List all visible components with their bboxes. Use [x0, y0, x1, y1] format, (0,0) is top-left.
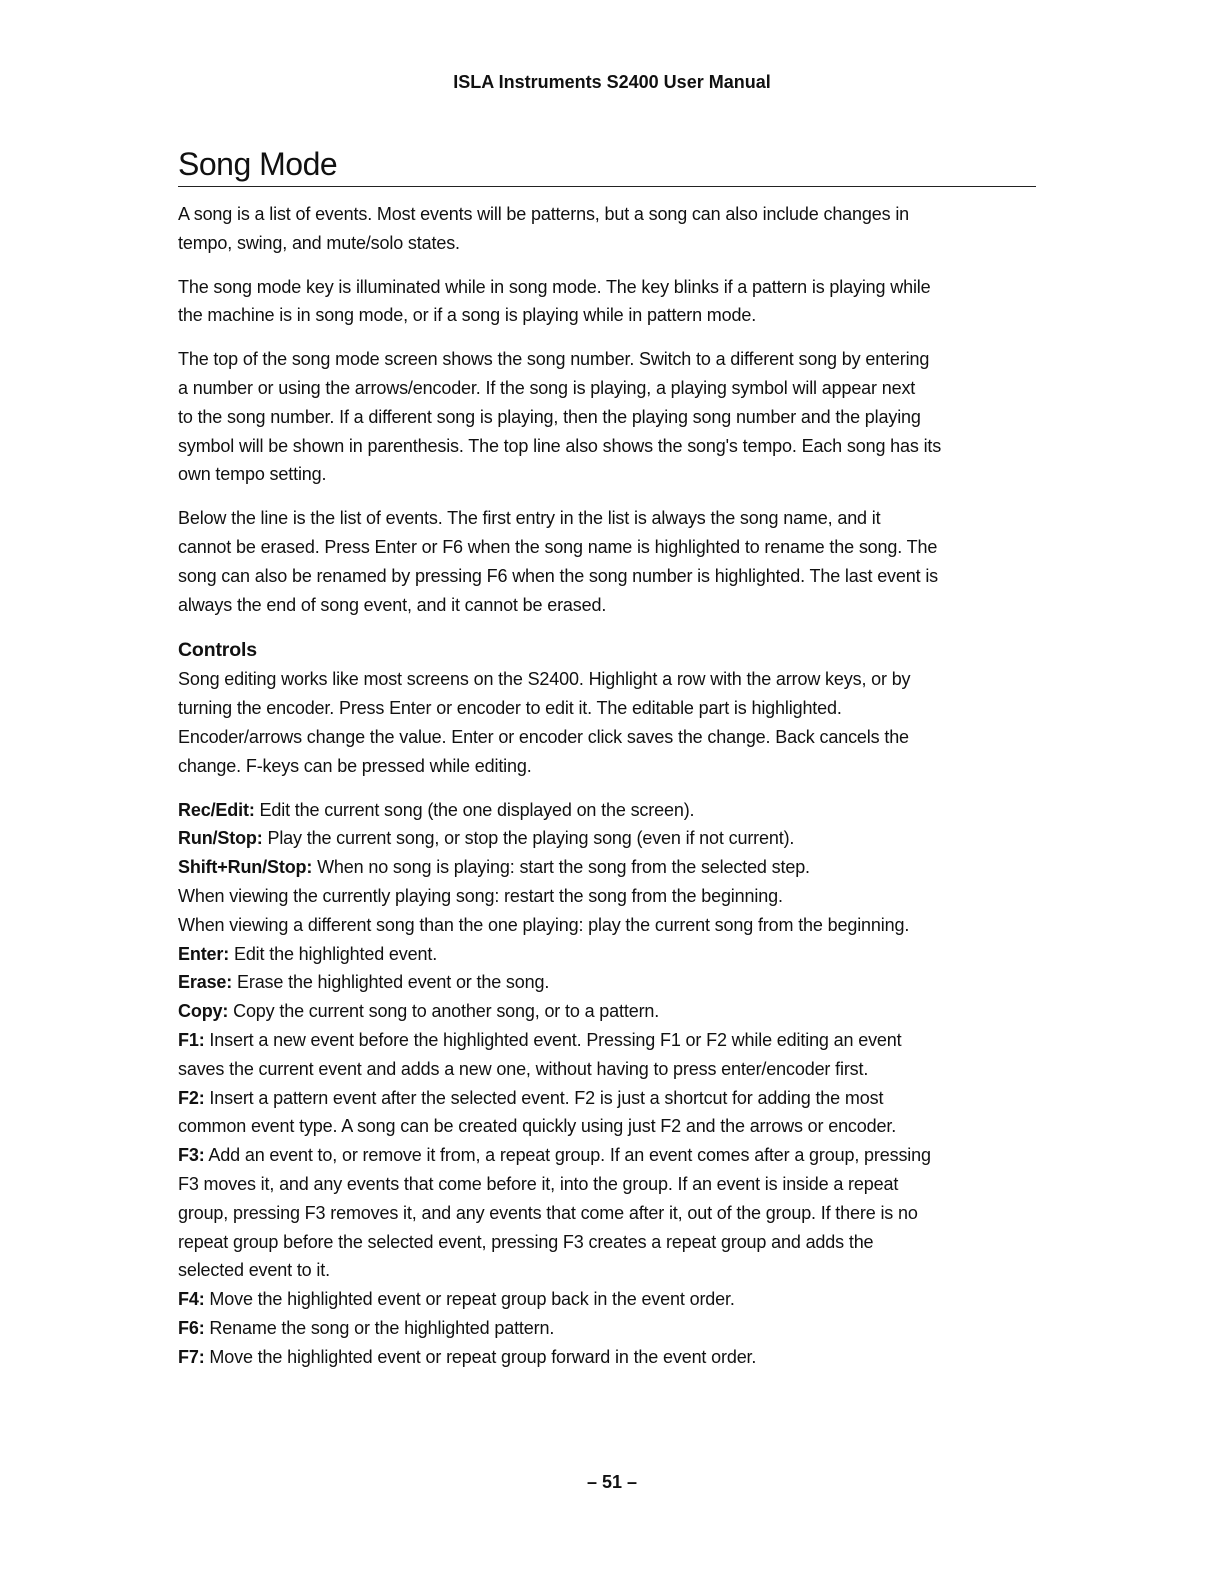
- control-item: [178, 853, 1058, 882]
- title-rule: [178, 186, 1036, 187]
- control-item: [178, 911, 1058, 940]
- control-key: Enter:: [178, 943, 230, 964]
- control-description: Insert a new event before the highlighted event. Pressing F1 or F2 while editing an event: [204, 1029, 902, 1050]
- control-description: When viewing a different song than the one playing: play the current song from the beginning.: [178, 914, 910, 935]
- control-item: [178, 1055, 1058, 1084]
- control-item: [178, 997, 1058, 1026]
- control-description: Rename the song or the highlighted pattern.: [204, 1317, 555, 1338]
- control-key: Shift+Run/Stop:: [178, 857, 313, 878]
- paragraph: [178, 273, 1058, 331]
- control-key: Copy:: [178, 1001, 229, 1022]
- control-description: repeat group before the selected event, pressing F3 creates a repeat group and adds the: [178, 1231, 874, 1252]
- text-line: Song editing works like most screens on the S2400. Highlight a row with the arrow keys, or by: [178, 669, 911, 690]
- control-item: [178, 968, 1058, 997]
- text-line: song can also be renamed by pressing F6 when the song number is highlighted. The last event is: [178, 565, 939, 586]
- text-line: symbol will be shown in parenthesis. The top line also shows the song's tempo. Each song has its: [178, 435, 942, 456]
- running-header: ISLA Instruments S2400 User Manual: [453, 72, 771, 92]
- control-item: [178, 1285, 1058, 1314]
- text-line: The top of the song mode screen shows the song number. Switch to a different song by entering: [178, 349, 930, 370]
- text-line: the machine is in song mode, or if a song is playing while in pattern mode.: [178, 305, 757, 326]
- control-item: [178, 882, 1058, 911]
- control-description: saves the current event and adds a new one, without having to press enter/encoder first.: [178, 1058, 869, 1079]
- control-item: [178, 796, 1058, 825]
- control-description: When no song is playing: start the song from the selected step.: [312, 857, 810, 878]
- control-item: [178, 1112, 1058, 1141]
- control-description: Edit the current song (the one displayed on the screen).: [254, 799, 695, 820]
- control-item: [178, 1026, 1058, 1055]
- text-line: always the end of song event, and it cannot be erased.: [178, 594, 607, 615]
- control-key: Erase:: [178, 972, 233, 993]
- control-item: [178, 1343, 1058, 1372]
- text-line: The song mode key is illuminated while in song mode. The key blinks if a pattern is playing while: [178, 276, 931, 297]
- text-line: a number or using the arrows/encoder. If the song is playing, a playing symbol will appear next: [178, 377, 916, 398]
- control-key: F1:: [178, 1029, 205, 1050]
- control-item: [178, 1228, 1058, 1257]
- control-description: Move the highlighted event or repeat group back in the event order.: [204, 1289, 735, 1310]
- text-line: A song is a list of events. Most events will be patterns, but a song can also include changes in: [178, 204, 910, 224]
- control-description: selected event to it.: [178, 1260, 330, 1281]
- control-key: F3:: [178, 1145, 205, 1166]
- control-key: F2:: [178, 1087, 205, 1108]
- paragraph: [178, 504, 1058, 619]
- control-item: [178, 1199, 1058, 1228]
- body-text: [178, 200, 1058, 1371]
- control-key: F4:: [178, 1289, 205, 1310]
- text-line: change. F-keys can be pressed while editing.: [178, 755, 532, 776]
- text-line: Below the line is the list of events. The first entry in the list is always the song name, and it: [178, 508, 881, 529]
- page-number: – 51 –: [586, 1472, 638, 1492]
- paragraph: [178, 345, 1058, 489]
- text-line: turning the encoder. Press Enter or encoder to edit it. The editable part is highlighted.: [178, 698, 842, 719]
- control-description: Edit the highlighted event.: [229, 943, 438, 964]
- control-item: [178, 1170, 1058, 1199]
- control-description: Insert a pattern event after the selected event. F2 is just a shortcut for adding the most: [204, 1087, 884, 1108]
- text-line: tempo, swing, and mute/solo states.: [178, 232, 460, 253]
- control-item: [178, 1256, 1058, 1285]
- control-description: Add an event to, or remove it from, a repeat group. If an event comes after a group, pressing: [204, 1145, 931, 1166]
- control-description: Copy the current song to another song, or to a pattern.: [228, 1001, 660, 1022]
- control-key: Rec/Edit:: [178, 799, 255, 820]
- control-description: When viewing the currently playing song: restart the song from the beginning.: [178, 885, 783, 906]
- control-key: F6:: [178, 1317, 205, 1338]
- control-item: [178, 1314, 1058, 1343]
- section-title: Song Mode: [178, 146, 338, 182]
- text-line: cannot be erased. Press Enter or F6 when the song name is highlighted to rename the song. The: [178, 536, 938, 557]
- control-key: Run/Stop:: [178, 828, 263, 849]
- controls-heading: Controls: [178, 639, 257, 662]
- paragraph: [178, 200, 1058, 258]
- control-description: Erase the highlighted event or the song.: [232, 972, 550, 993]
- control-item: [178, 1084, 1058, 1113]
- control-description: Play the current song, or stop the playing song (even if not current).: [262, 828, 795, 849]
- control-item: [178, 824, 1058, 853]
- control-description: common event type. A song can be created quickly using just F2 and the arrows or encoder.: [178, 1116, 897, 1137]
- text-line: to the song number. If a different song is playing, then the playing song number and the playing: [178, 406, 921, 427]
- control-key: F7:: [178, 1346, 205, 1367]
- control-item: [178, 1141, 1058, 1170]
- control-description: group, pressing F3 removes it, and any events that come after it, out of the group. If there is no: [178, 1202, 918, 1223]
- text-line: Encoder/arrows change the value. Enter or encoder click saves the change. Back cancels the: [178, 726, 909, 747]
- text-line: own tempo setting.: [178, 464, 327, 485]
- control-description: F3 moves it, and any events that come before it, into the group. If an event is inside a repeat: [178, 1173, 899, 1194]
- control-description: Move the highlighted event or repeat group forward in the event order.: [204, 1346, 757, 1367]
- control-item: [178, 940, 1058, 969]
